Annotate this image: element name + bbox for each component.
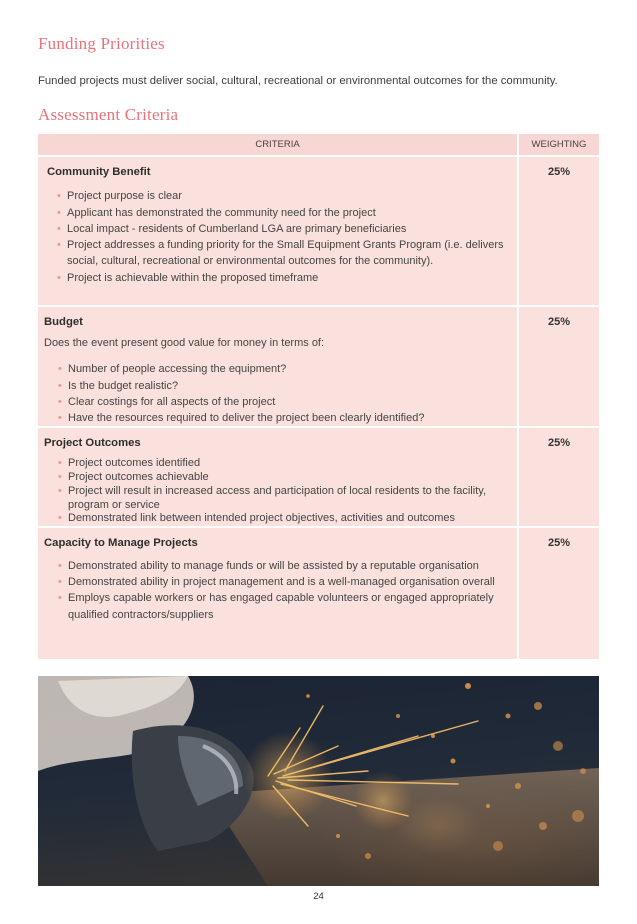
intro-paragraph: Funded projects must deliver social, cultural, recreational or environmental outcomes for the community.	[38, 75, 558, 87]
list-item: • Demonstrated ability to manage funds or will be assisted by a reputable organisation	[58, 558, 511, 574]
list-item: • Demonstrated ability in project management and is a well-managed organisation overall	[58, 574, 511, 590]
weighting-cell: 25%	[518, 156, 599, 306]
list-item: • Project outcomes identified	[58, 457, 511, 471]
photo-illustration	[38, 676, 599, 886]
grinder-sparks-photo	[38, 676, 599, 886]
weighting-cell: 25%	[518, 427, 599, 527]
list-item: • Clear costings for all aspects of the project	[58, 394, 511, 410]
list-item: • Is the budget realistic?	[58, 378, 511, 394]
criteria-column-header: CRITERIA	[38, 134, 518, 156]
criteria-cell	[38, 427, 518, 527]
row-title: Capacity to Manage Projects	[44, 537, 198, 550]
criteria-row-community-benefit	[38, 156, 599, 306]
list-item: • Number of people accessing the equipment?	[58, 361, 511, 377]
bullet-list	[44, 558, 511, 624]
page-number: 24	[313, 891, 324, 902]
row-title: Project Outcomes	[44, 437, 141, 450]
criteria-cell	[38, 527, 518, 659]
bullet-list	[44, 361, 511, 426]
row-lead-text: Does the event present good value for money in terms of:	[44, 337, 325, 350]
weighting-cell: 25%	[518, 306, 599, 427]
criteria-row-project-outcomes	[38, 427, 599, 527]
list-item: • Project purpose is clear	[57, 188, 511, 204]
row-title: Budget	[44, 316, 83, 328]
list-item: • Project outcomes achievable	[58, 471, 511, 485]
list-item: • Demonstrated link between intended project objectives, activities and outcomes	[58, 512, 511, 526]
weighting-column-header: WEIGHTING	[518, 134, 599, 156]
list-item: • Have the resources required to deliver the project been clearly identified?	[58, 410, 511, 426]
list-item: • Project is achievable within the proposed timeframe	[57, 270, 511, 286]
row-title: Community Benefit	[47, 166, 151, 178]
list-item: • Project addresses a funding priority for the Small Equipment Grants Program (i.e. delivers social, cultural, recreational or environmental outcomes for the community).	[57, 237, 511, 270]
criteria-cell	[38, 156, 518, 306]
list-item: • Applicant has demonstrated the community need for the project	[57, 205, 511, 221]
bullet-list	[44, 457, 511, 526]
assessment-criteria-table	[38, 134, 599, 659]
weighting-cell: 25%	[518, 527, 599, 659]
list-item: • Local impact - residents of Cumberland LGA are primary beneficiaries	[57, 221, 511, 237]
assessment-criteria-heading: Assessment Criteria	[38, 105, 179, 124]
table-header-row	[38, 134, 599, 156]
list-item: • Employs capable workers or has engaged capable volunteers or engaged appropriately qualified contractors/suppliers	[58, 590, 511, 623]
list-item: • Project will result in increased access and participation of local residents to the facility, program or service	[58, 485, 511, 513]
criteria-cell	[38, 306, 518, 427]
bullet-list	[47, 188, 511, 286]
funding-priorities-heading: Funding Priorities	[38, 34, 165, 53]
criteria-row-capacity	[38, 527, 599, 659]
criteria-row-budget	[38, 306, 599, 427]
